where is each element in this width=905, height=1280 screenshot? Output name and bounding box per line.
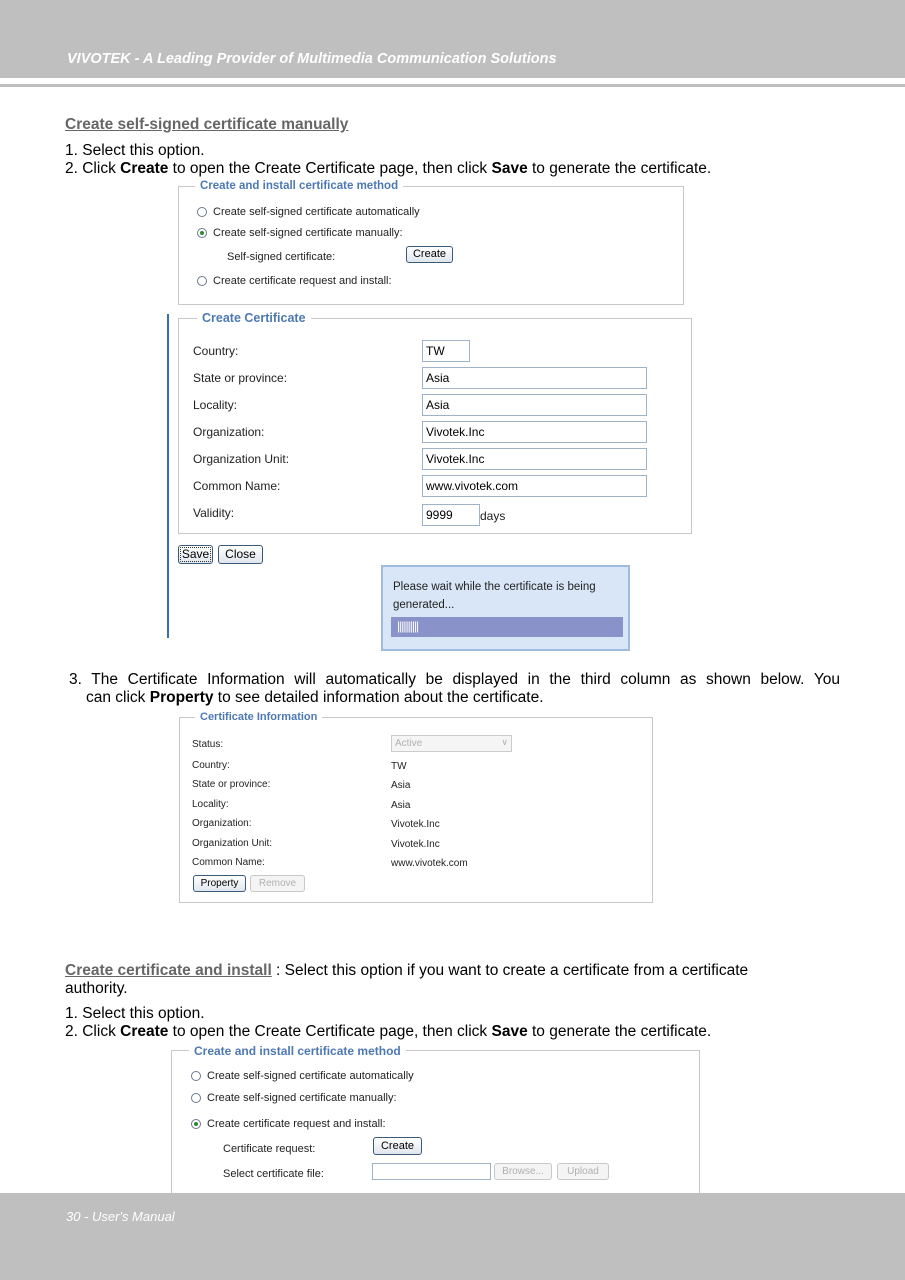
method-panel-legend: Create and install certificate method [195,180,403,192]
info-value-locality: Asia [391,800,411,811]
property-button[interactable]: Property [193,875,246,892]
create-button[interactable]: Create [406,246,453,263]
progress-bar [391,617,623,637]
section-2-desc-cont: authority. [65,980,128,997]
create-request-button[interactable]: Create [373,1137,422,1155]
common-name-input[interactable]: www.vivotek.com [422,475,647,497]
remove-button[interactable]: Remove [250,875,305,892]
status-label: Status: [192,739,224,750]
field-label-locality: Locality: [193,398,238,412]
browse-button[interactable]: Browse... [494,1163,552,1180]
chevron-down-icon: ∨ [501,737,508,747]
radio-self-signed-manual[interactable] [191,1093,201,1103]
option-label: Create self-signed certificate automatically [213,206,420,218]
option-label: Create self-signed certificate automatically [207,1070,414,1082]
footer-page-label: 30 - User's Manual [66,1209,175,1224]
info-value-organization: Vivotek.Inc [391,819,440,830]
field-label-state: State or province: [193,371,288,385]
option-label: Create certificate request and install: [207,1118,386,1130]
step-3-line-2: can click Property to see detailed information about the certificate. [86,689,544,706]
option-label: Create self-signed certificate manually: [207,1092,397,1104]
info-label-locality: Locality: [192,799,229,810]
radio-self-signed-manual[interactable] [197,228,207,238]
section-2-intro: Create certificate and install : Select this option if you want to create a certificate from a certificate [65,962,749,979]
field-label-common-name: Common Name: [193,479,281,493]
step-2: 2. Click Create to open the Create Certificate page, then click Save to generate the certificate. [65,160,712,177]
section-title-create-install: Create certificate and install [65,962,272,979]
radio-self-signed-auto[interactable] [191,1071,201,1081]
section-title-self-signed-manual: Create self-signed certificate manually [65,116,349,133]
status-select [391,735,512,752]
field-label-organization: Organization: [193,425,265,439]
option-label: Create self-signed certificate manually: [213,227,403,239]
info-value-country: TW [391,761,407,772]
info-label-state: State or province: [192,779,271,790]
locality-input[interactable]: Asia [422,394,647,416]
field-label-country: Country: [193,344,239,358]
close-button[interactable]: Close [218,545,263,564]
select-file-label: Select certificate file: [223,1168,324,1180]
side-line [167,314,169,638]
radio-request-install[interactable] [197,276,207,286]
cert-request-label: Certificate request: [223,1143,316,1155]
step-2: 2. Click Create to open the Create Certificate page, then click Save to generate the certificate. [65,1023,712,1040]
step-3-line-1: 3. The Certificate Information will automatically be displayed in the third column as shown below. You [69,671,840,688]
info-value-common-name: www.vivotek.com [391,858,468,869]
wait-message: Please wait while the certificate is being generated... [393,581,596,611]
info-value-state: Asia [391,780,411,791]
certificate-file-input[interactable] [372,1163,491,1180]
certificate-info-legend: Certificate Information [195,711,322,723]
org-unit-input[interactable]: Vivotek.Inc [422,448,647,470]
method-panel-2-legend: Create and install certificate method [189,1044,406,1058]
info-label-organization: Organization: [192,818,252,829]
step-1: 1. Select this option. [65,1005,205,1022]
wait-dialog [381,565,630,651]
info-label-common-name: Common Name: [192,857,265,868]
days-label: days [480,509,506,523]
self-signed-label: Self-signed certificate: [227,251,336,263]
upload-button[interactable]: Upload [557,1163,609,1180]
info-label-org-unit: Organization Unit: [192,838,273,849]
state-input[interactable]: Asia [422,367,647,389]
method-panel [178,180,684,305]
create-certificate-legend: Create Certificate [197,311,311,325]
field-label-org-unit: Organization Unit: [193,452,290,466]
method-panel-2 [171,1044,700,1193]
footer-bar [0,1193,905,1280]
progress-fill: |||||||||| [397,619,419,633]
validity-input[interactable]: 9999 [422,504,480,526]
step-1: 1. Select this option. [65,142,205,159]
option-label: Create certificate request and install: [213,275,392,287]
country-input[interactable]: TW [422,340,470,362]
radio-self-signed-auto[interactable] [197,207,207,217]
status-value: Active [395,738,423,749]
radio-request-install[interactable] [191,1119,201,1129]
save-button[interactable]: Save [178,545,213,564]
header-title: VIVOTEK - A Leading Provider of Multimedia Communication Solutions [67,51,557,67]
field-label-validity: Validity: [193,506,235,520]
info-value-org-unit: Vivotek.Inc [391,839,440,850]
organization-input[interactable]: Vivotek.Inc [422,421,647,443]
info-label-country: Country: [192,760,230,771]
header-divider [0,84,905,87]
